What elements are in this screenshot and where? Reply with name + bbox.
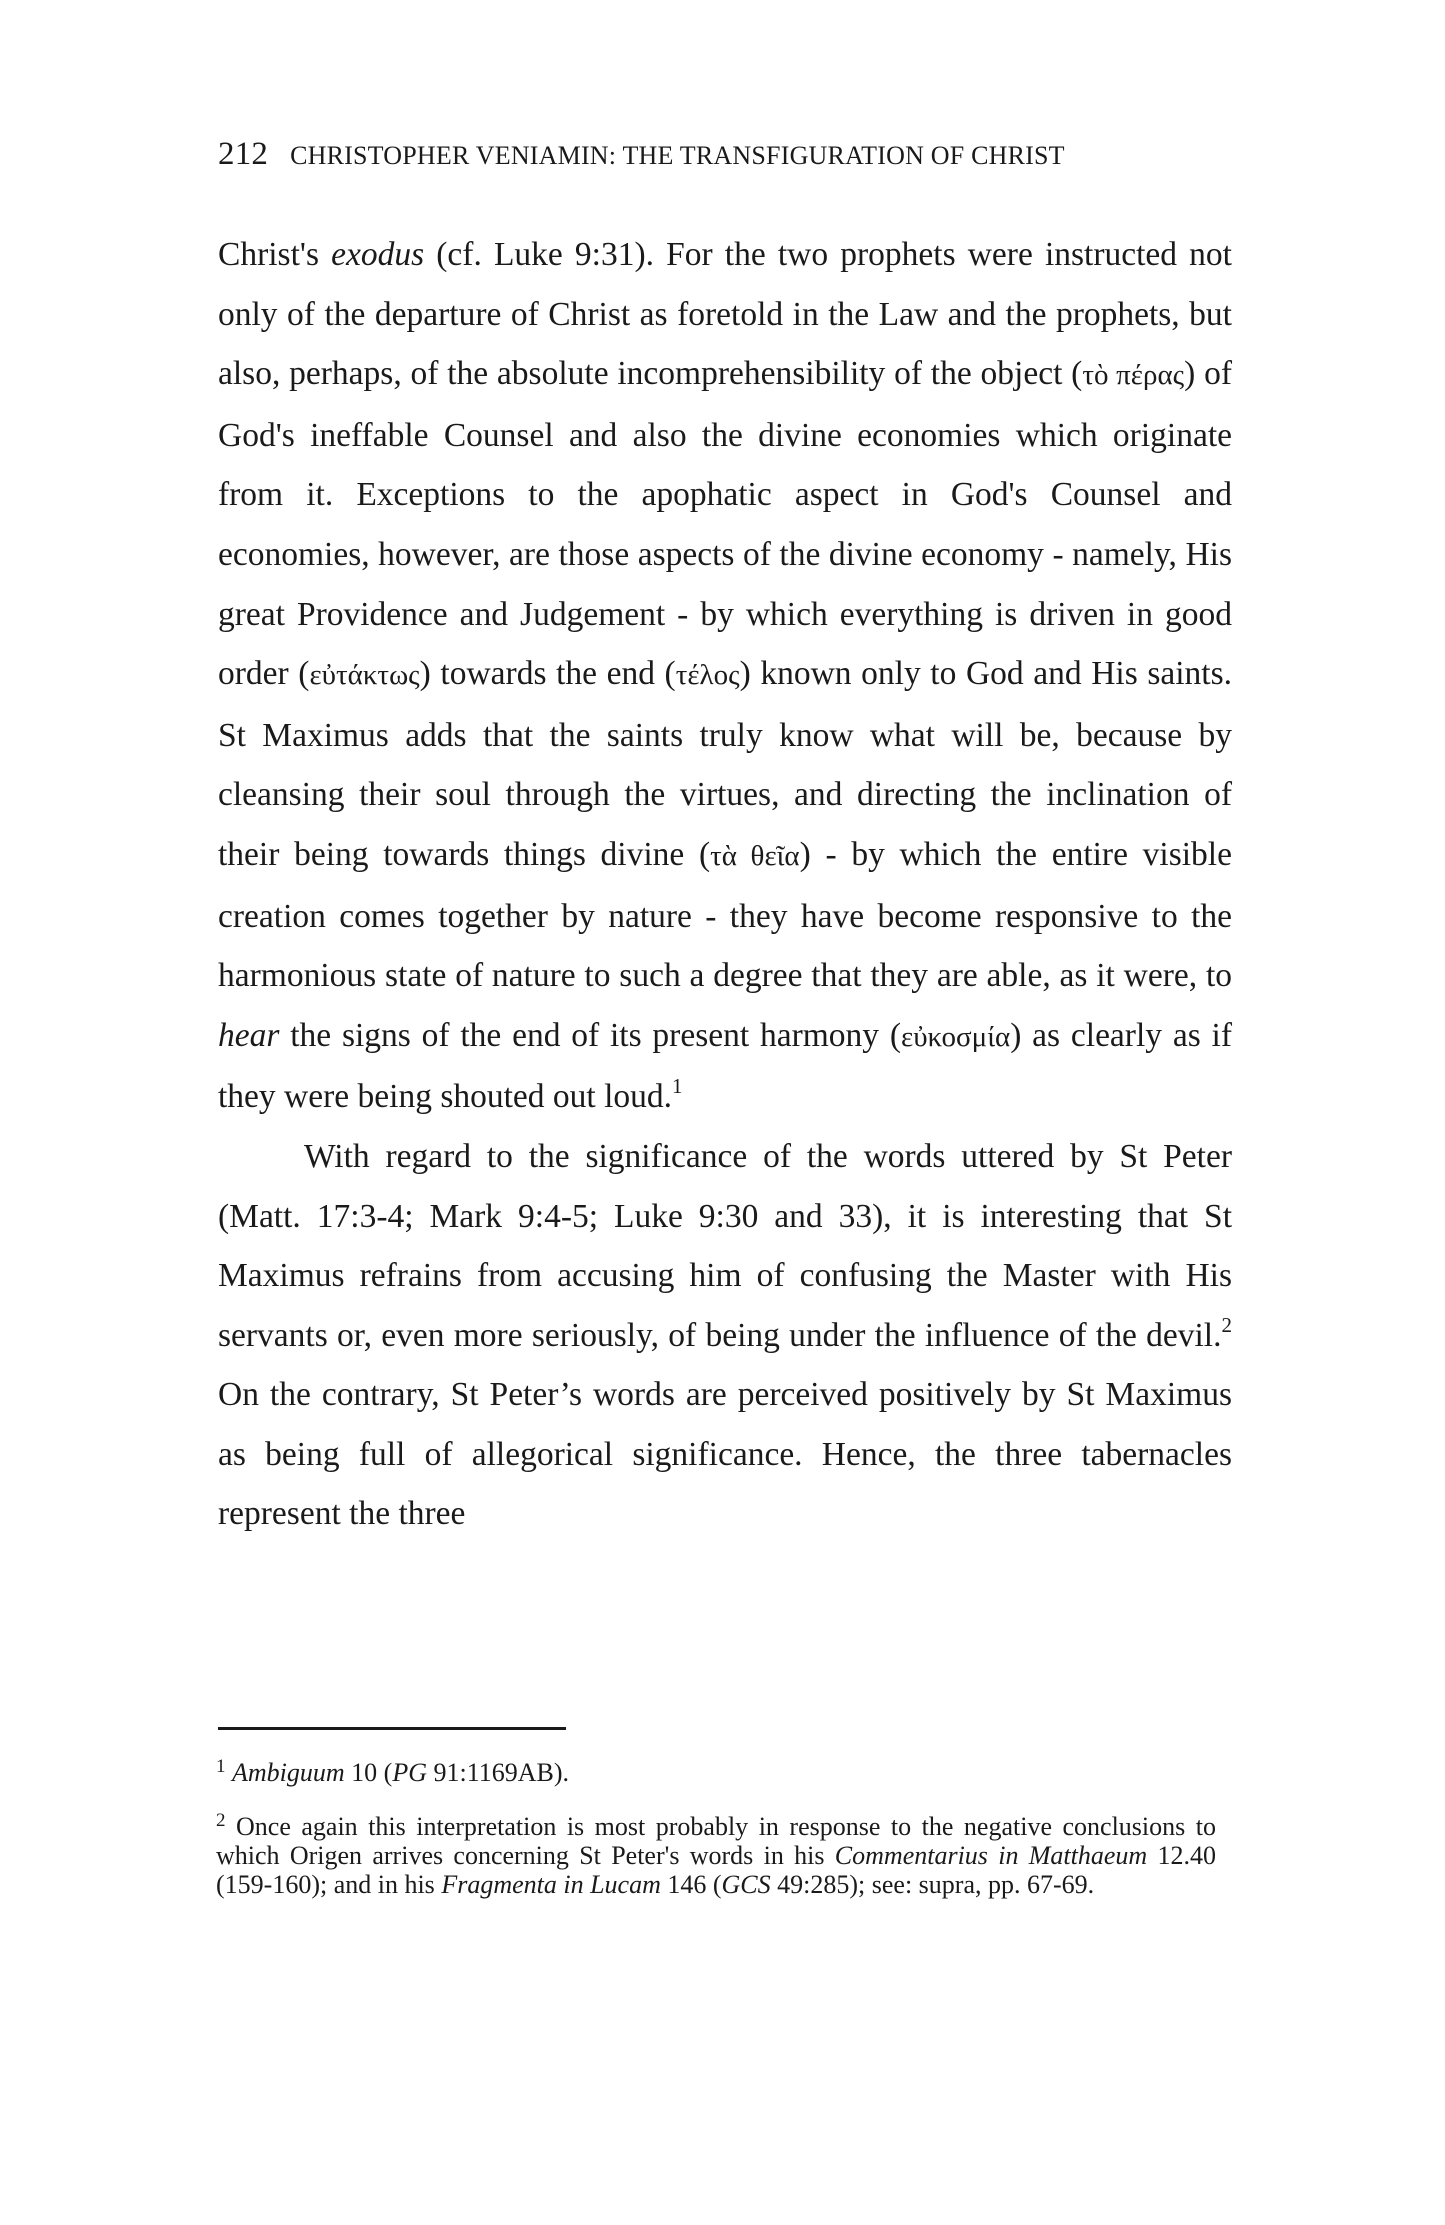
footnote-mark: 1 [216, 1756, 226, 1777]
text-run: Christ's [218, 236, 332, 273]
footnote-mark: 2 [216, 1810, 226, 1831]
text-run: ) towards the end ( [419, 655, 676, 693]
italic-term: Ambiguum [232, 1758, 345, 1787]
greek-term: εὐτάκτως [309, 659, 420, 692]
italic-term: exodus [331, 236, 425, 273]
italic-term: Fragmenta in Lucam [441, 1870, 661, 1899]
text-run: ) of God's ineffable Counsel and also the divine economies which originate from it. Exceptions to the apophatic aspect in God's Counsel and economies, however, are those aspects of the divine economy - namely, His great Providence and Judgement - by which everything is driven in good order ( [218, 355, 1233, 693]
italic-term: hear [218, 1016, 280, 1054]
italic-term: PG [392, 1758, 428, 1787]
greek-term: εὐκοσμία [901, 1020, 1011, 1053]
text-run: the signs of the end of its present harmony ( [279, 1016, 902, 1054]
text-run: ) - by which the entire visible creation comes together by nature - they have become responsive to the harmonious state of nature to such a degree that they are able, as it were, to [218, 835, 1232, 995]
running-header [218, 136, 1238, 173]
italic-term: Commentarius in Matthaeum [834, 1841, 1148, 1870]
text-run: (cf. Luke 9:31). For the two prophets were instructed not only of the departure of Christ as foretold in the Law and the prophets, but also, perhaps, of the absolute incomprehensibility of the object ( [218, 236, 1232, 393]
text-run: ) known only to God and His saints. St Maximus adds that the saints truly know what will be, because by cleansing their soul through the virtues, and directing the inclination of their being towards things divine ( [218, 655, 1233, 873]
text-run: With regard to the significance of the words uttered by St Peter (Matt. 17:3-4; Mark 9:4-5; Luke 9:30 and 33), it is interesting that St Maximus refrains from accusing him of confusing the Master with His servants or, even more seriously, of being under the influence of the devil. [218, 1137, 1232, 1354]
footnote-ref-2[interactable]: 2 [1221, 1312, 1232, 1337]
body-text [218, 225, 1232, 1544]
paragraph-2 [218, 1127, 1232, 1544]
greek-term: τὸ πέρας [1082, 359, 1185, 392]
paragraph-1 [218, 225, 1232, 1127]
footnote-1 [216, 1758, 1216, 1787]
text-run: 91:1169AB). [427, 1758, 570, 1787]
running-title: CHRISTOPHER VENIAMIN: THE TRANSFIGURATION OF CHRIST [290, 141, 1065, 170]
greek-term: τέλος [675, 659, 740, 692]
footnote-divider [218, 1727, 566, 1730]
text-run: 10 ( [344, 1758, 393, 1787]
text-run: ) as clearly as if they were being shouted out loud. [218, 1016, 1232, 1116]
text-run: On the contrary, St Peter’s words are perceived positively by St Maximus as being full of allegorical significance. Hence, the three tabernacles represent the three [218, 1376, 1232, 1533]
greek-term: τὰ θεῖα [710, 839, 800, 872]
footnote-ref-1[interactable]: 1 [672, 1074, 683, 1099]
text-run: Once again this interpretation is most probably in response to the negative conclusions to which Origen arrives concerning St Peter's words in his [216, 1812, 1216, 1870]
footnote-2 [216, 1812, 1216, 1899]
text-run: 49:285); see: supra, pp. 67-69. [770, 1870, 1095, 1899]
text-run: 146 ( [660, 1870, 722, 1899]
page-number: 212 [218, 136, 269, 172]
italic-term: GCS [721, 1870, 771, 1899]
footnotes [216, 1758, 1216, 1899]
text-run: 12.40 (159-160); and in his [216, 1841, 1216, 1899]
